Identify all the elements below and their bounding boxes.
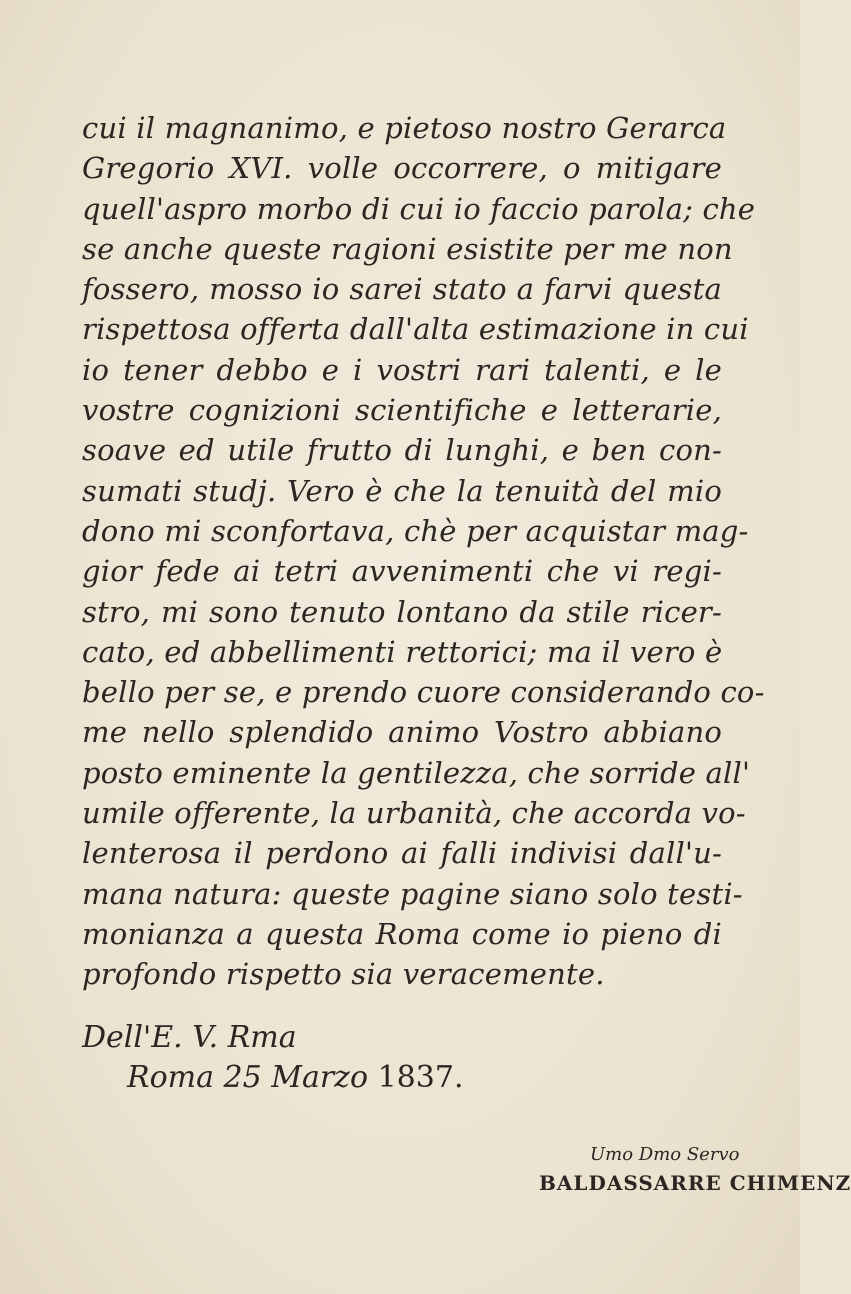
signature-title: Umo Dmo Servo: [590, 1144, 740, 1165]
text-line-last: profondo rispetto sia veracemente.: [82, 957, 605, 992]
text-line: gior fede ai tetri avvenimenti che vi regi-: [82, 554, 722, 589]
text-line: cui il magnanimo, e pietoso nostro Gerarca: [82, 111, 727, 145]
text-line: se anche queste ragioni esistite per me non: [82, 231, 733, 266]
text-line: umile offerente, la urbanità, che accorda vo-: [82, 796, 746, 831]
text-line: io tener debbo e i vostri rari talenti, e le: [82, 352, 722, 387]
place-date: [82, 1058, 463, 1098]
text-line: Gregorio XVI. volle occorrere, o mitigare: [82, 151, 722, 186]
text-line: monianza a questa Roma come io pieno di: [82, 916, 722, 951]
text-line: soave ed utile frutto di lunghi, e ben con-: [82, 433, 722, 468]
text-line: fossero, mosso io sarei stato a farvi questa: [82, 272, 722, 307]
text-line: rispettosa offerta dall'alta estimazione in cui: [82, 312, 749, 347]
place-date-text: Roma 25 Marzo: [127, 1060, 369, 1095]
signature-name: BALDASSARRE CHIMENZ: [539, 1171, 851, 1195]
closing-block: [82, 1018, 463, 1098]
text-line: bello per se, e prendo cuore considerando co-: [82, 675, 765, 710]
text-line: mana natura: queste pagine siano solo testi-: [82, 876, 743, 911]
text-line: cato, ed abbellimenti rettorici; ma il vero è: [82, 634, 723, 669]
text-line: vostre cognizioni scientifiche e letterarie,: [82, 393, 722, 428]
text-line: posto eminente la gentilezza, che sorride all': [82, 755, 751, 790]
text-line: dono mi sconfortava, chè per acquistar mag-: [82, 513, 749, 548]
signature-block: [540, 1142, 851, 1198]
body-text: [82, 108, 765, 995]
text-line: lenterosa il perdono ai falli indivisi dall'u-: [82, 836, 722, 871]
text-line: me nello splendido animo Vostro abbiano: [82, 715, 722, 750]
text-line: quell'aspro morbo di cui io faccio parola; che: [82, 191, 756, 226]
year: 1837.: [377, 1060, 464, 1095]
text-line: stro, mi sono tenuto lontano da stile ricer-: [82, 594, 722, 629]
salutation: Dell'E. V. Rma: [82, 1020, 297, 1055]
text-line: sumati studj. Vero è che la tenuità del mio: [82, 473, 722, 508]
